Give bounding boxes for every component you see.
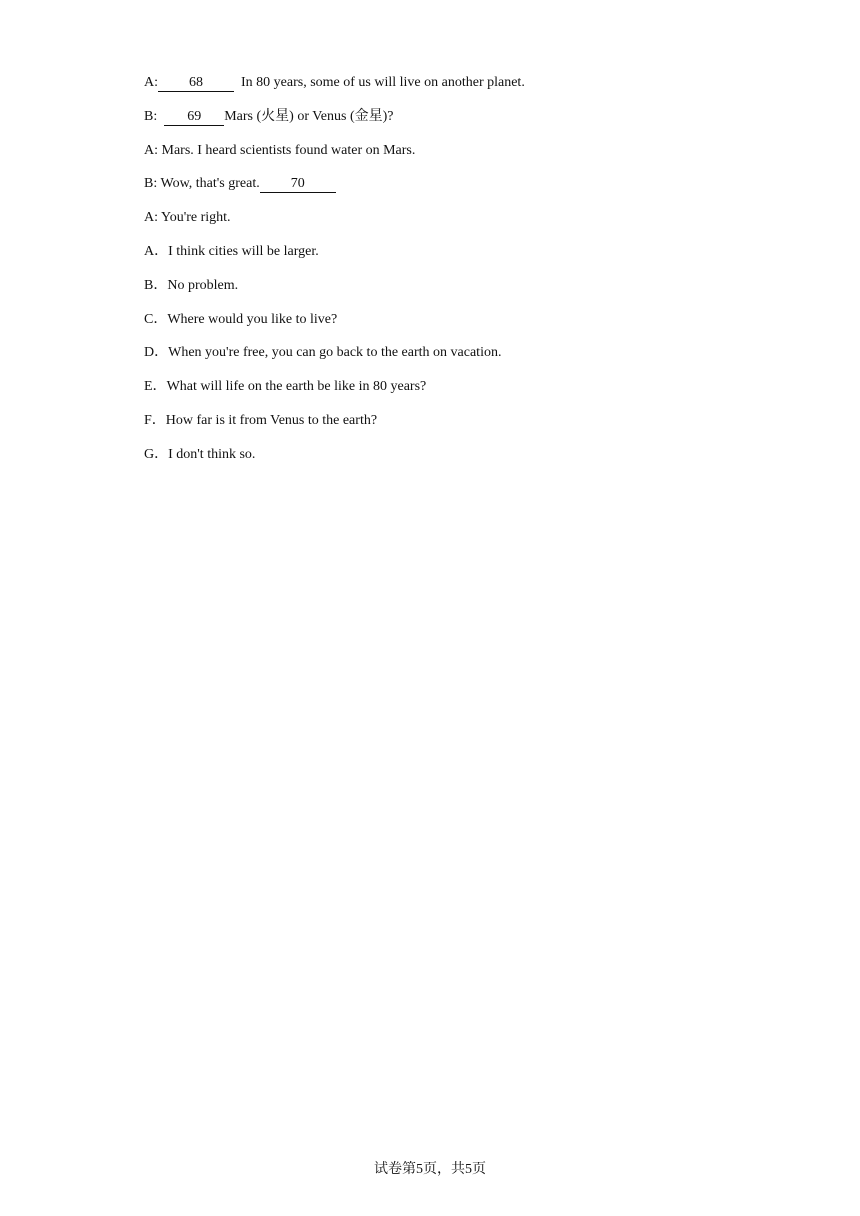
option-label: A． <box>144 244 169 259</box>
answer-blank-69[interactable]: 69 <box>164 109 224 126</box>
option-g <box>144 446 255 464</box>
option-a <box>144 243 319 261</box>
option-text: When you're free, you can go back to the earth on vacation. <box>168 345 502 360</box>
option-text: How far is it from Venus to the earth? <box>165 413 378 428</box>
dialogue-line-5 <box>144 209 231 227</box>
option-label: C． <box>144 312 168 327</box>
option-label: E． <box>144 379 167 394</box>
option-label: D． <box>144 345 169 360</box>
speaker-label: B: <box>144 109 158 124</box>
option-f <box>144 412 377 430</box>
speaker-label: A: <box>144 75 158 90</box>
dialogue-line-68 <box>144 74 525 92</box>
dialogue-text: A: You're right. <box>144 210 231 225</box>
option-text: Where would you like to live? <box>167 312 338 327</box>
dialogue-text: In 80 years, some of us will live on another planet. <box>241 75 525 90</box>
option-label: G． <box>144 447 169 462</box>
dialogue-line-69 <box>144 108 394 126</box>
option-c <box>144 311 337 329</box>
option-b <box>144 277 238 295</box>
option-text: I don't think so. <box>168 447 256 462</box>
dialogue-text: B: Wow, that's great. <box>144 176 260 191</box>
option-d <box>144 344 501 362</box>
option-label: F． <box>144 413 166 428</box>
answer-blank-68[interactable]: 68 <box>158 75 234 92</box>
option-text: What will life on the earth be like in 80 years? <box>166 379 427 394</box>
option-e <box>144 378 426 396</box>
dialogue-line-70 <box>144 175 336 193</box>
dialogue-text: A: Mars. I heard scientists found water on Mars. <box>144 143 416 158</box>
page-footer: 试卷第5页，共5页 <box>374 1162 486 1177</box>
answer-blank-70[interactable]: 70 <box>260 176 336 193</box>
dialogue-line-3 <box>144 142 415 160</box>
option-text: No problem. <box>167 278 239 293</box>
dialogue-text: Mars (火星) or Venus (金星)? <box>224 109 394 124</box>
option-text: I think cities will be larger. <box>168 244 319 259</box>
option-label: B． <box>144 278 168 293</box>
